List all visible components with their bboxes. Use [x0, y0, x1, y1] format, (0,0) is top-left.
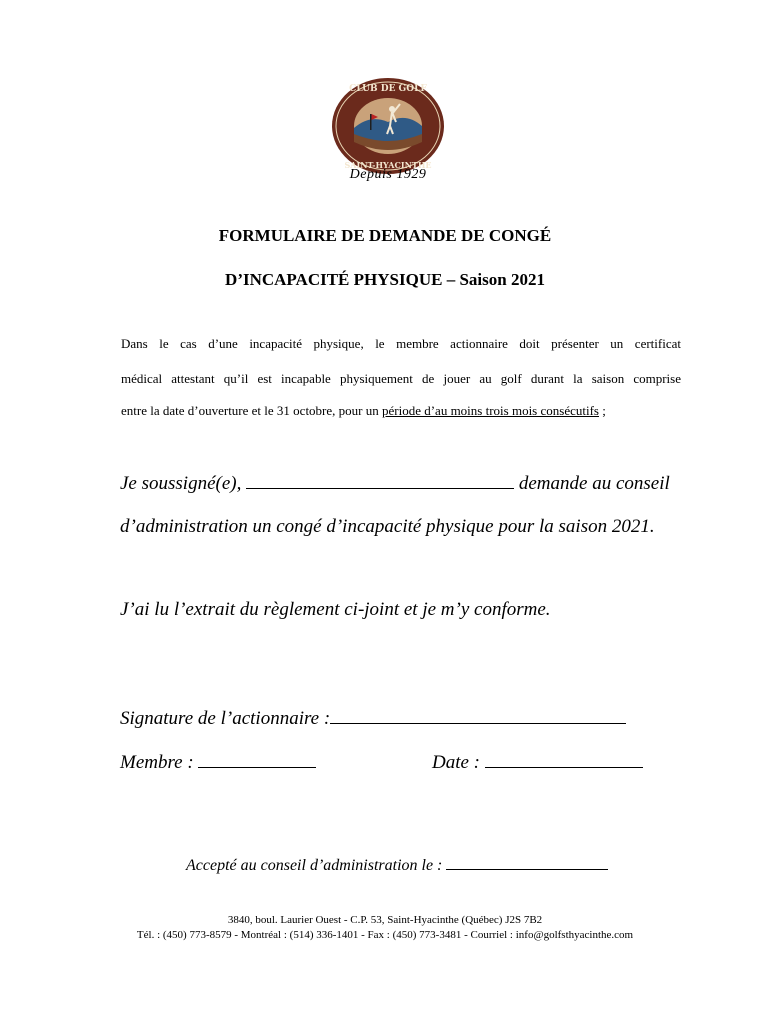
intro-line1: Dans le cas d’une incapacité physique, le membre actionnaire doit présenter un certificat — [121, 336, 681, 351]
signature-label: Signature de l’actionnaire : — [120, 708, 331, 729]
acknowledgement: J’ai lu l’extrait du règlement ci-joint et je m’y conforme. — [120, 599, 551, 620]
accepted-date-field[interactable] — [446, 855, 608, 870]
svg-text:CLUB DE GOLF: CLUB DE GOLF — [349, 84, 427, 94]
date-label: Date : — [432, 752, 481, 773]
declaration-suffix: demande au conseil — [518, 473, 670, 494]
form-title-line2: D’INCAPACITÉ PHYSIQUE – Saison 2021 — [225, 270, 545, 289]
signature-row — [120, 708, 626, 730]
member-field[interactable] — [198, 753, 316, 768]
intro-period-requirement: période d’au moins trois mois consécutifs — [381, 403, 599, 418]
intro-line2: médical attestant qu’il est incapable physiquement de jouer au golf durant la saison comprise — [121, 371, 681, 386]
date-row — [432, 752, 643, 774]
tagline: Depuis 1929 — [349, 167, 427, 182]
accepted-label: Accepté au conseil d’administration le : — [186, 857, 443, 874]
footer-contact: Tél. : (450) 773-8579 - Montréal : (514) 336-1401 - Fax : (450) 773-3481 - Courriel : info@golfsthyacinthe.com — [136, 929, 634, 941]
declaration-prefix: Je soussigné(e), — [120, 473, 242, 494]
member-label: Membre : — [120, 752, 194, 773]
intro-line3-suffix: ; — [598, 403, 606, 418]
member-row — [120, 752, 316, 774]
intro-line3 — [121, 402, 681, 419]
footer-address: 3840, boul. Laurier Ouest - C.P. 53, Saint-Hyacinthe (Québec) J2S 7B2 — [227, 914, 543, 926]
svg-text:SAINT-HYACINTHE: SAINT-HYACINTHE — [344, 160, 432, 170]
name-field[interactable] — [246, 474, 514, 489]
form-title-line1: FORMULAIRE DE DEMANDE DE CONGÉ — [218, 226, 552, 245]
intro-line3-prefix: entre la date d’ouverture et le 31 octobre, pour un — [121, 403, 382, 418]
accepted-row — [186, 855, 608, 875]
declaration-line1 — [120, 473, 670, 495]
signature-field[interactable] — [330, 709, 626, 724]
declaration-line2: d’administration un congé d’incapacité physique pour la saison 2021. — [120, 516, 655, 537]
date-field[interactable] — [485, 753, 643, 768]
